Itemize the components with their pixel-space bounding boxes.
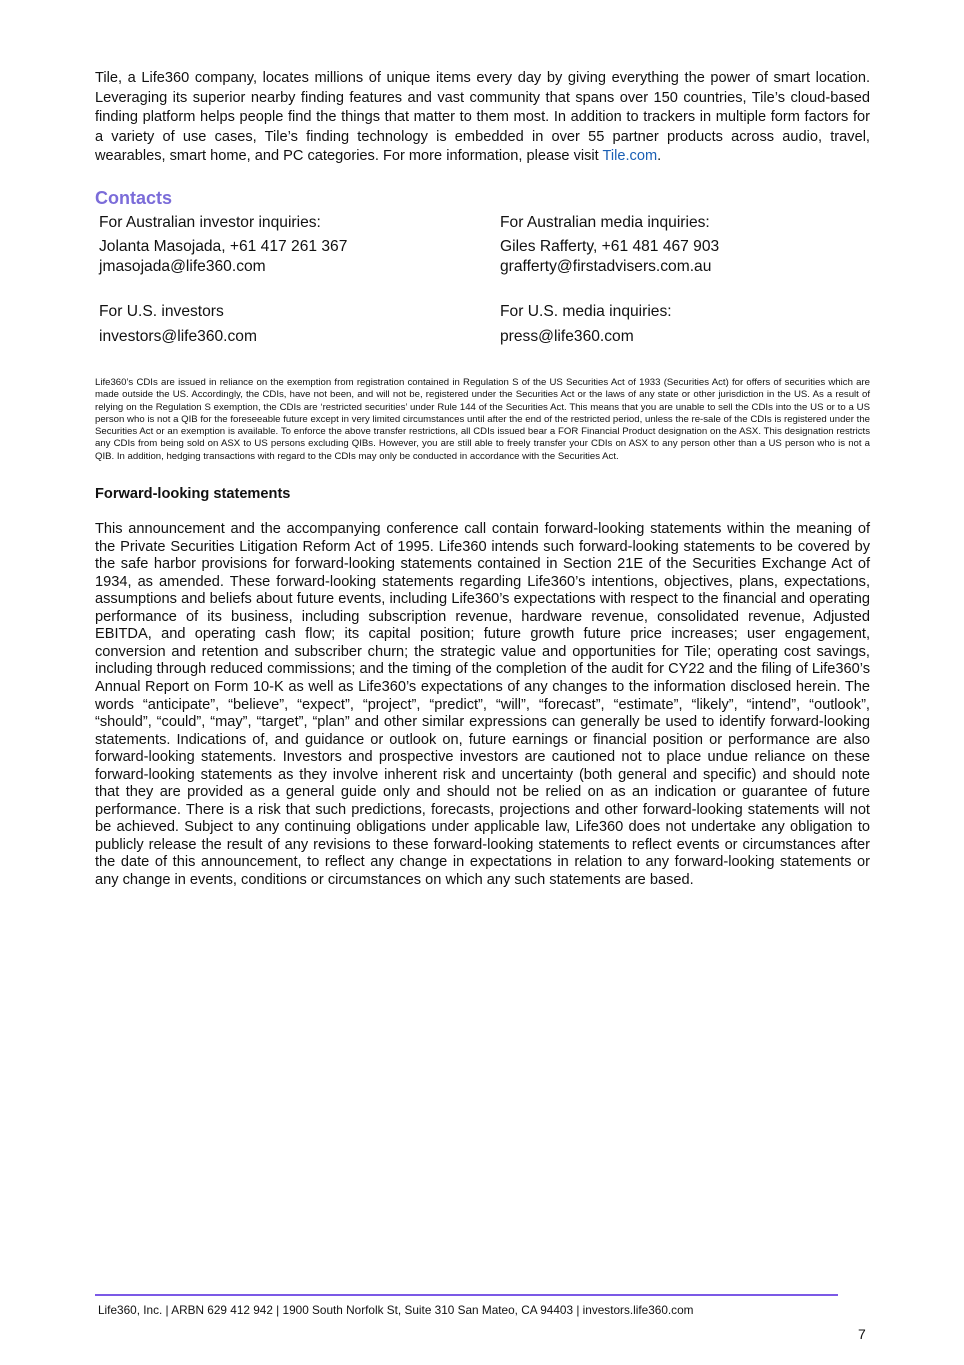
- contacts-grid: [95, 213, 870, 353]
- us-investor-label: For U.S. investors: [99, 302, 224, 320]
- us-media-email[interactable]: press@life360.com: [500, 327, 634, 345]
- au-media-name: Giles Rafferty, +61 481 467 903: [500, 237, 720, 255]
- au-media-email[interactable]: grafferty@firstadvisers.com.au: [500, 257, 712, 275]
- au-media-label: For Australian media inquiries:: [500, 213, 710, 231]
- tile-link[interactable]: Tile.com: [602, 148, 658, 165]
- forward-looking-body: This announcement and the accompanying conference call contain forward-looking statements within the meaning of the Private Securities Litigation Reform Act of 1995. Life360 intends such forward-looking statements to be covered by the safe harbor provisions for forward-looking statements contained in Section 21E of the Securities Exchange Act of 1934, as amended. These forward-looking statements regarding Life360’s intentions, objectives, plans, expectations, assumptions and beliefs about future events, including Life360’s expectations with respect to the financial and operating performance of its business, including subscription revenue, hardware revenue, consolidated revenue, Adjusted EBITDA, and operating cash flow; its capital position; future growth future price increases; user engagement, conversion and retention and subscriber churn; the strategic value and opportunities for Tile; operating cost savings, including through reduced commissions; and the timing of the completion of the audit for CY22 and the filing of Life360’s Annual Report on Form 10-K as well as Life360’s expectations of any changes to the information disclosed herein. The words “anticipate”, “believe”, “expect”, “project”, “predict”, “will”, “forecast”, “estimate”, “likely”, “intend”, “outlook”, “should”, “could”, “may”, “target”, “plan” and other similar expressions can generally be used to identify forward-looking statements. Indications of, and guidance or outlook on, future earnings or financial position or performance are also forward-looking statements. Investors and prospective investors are cautioned not to place undue reliance on these forward-looking statements as they involve inherent risk and uncertainty (both general and specific) and should note that they are provided as a general guide only and should not be relied on as an indication or guarantee of future performance. There is a risk that such predictions, forecasts, projections and other forward-looking statements will not be achieved. Subject to any continuing obligations under applicable law, Life360 does not undertake any obligation to publicly release the result of any revisions to these forward-looking statements to reflect events or circumstances after the date of this announcement, to reflect any change in expectations in relation to any forward-looking statements or any change in events, conditions or circumstances on which any such statements are based.: [95, 521, 870, 888]
- intro-end: .: [657, 148, 662, 165]
- us-investor-email[interactable]: investors@life360.com: [99, 327, 257, 345]
- footer-divider: [95, 1294, 838, 1296]
- footer-text: Life360, Inc. | ARBN 629 412 942 | 1900 South Norfolk St, Suite 310 San Mateo, CA 94403 | investors.life360.com: [98, 1303, 694, 1317]
- contacts-heading: Contacts: [95, 187, 173, 208]
- page-number: 7: [858, 1326, 866, 1342]
- us-media-label: For U.S. media inquiries:: [500, 302, 672, 320]
- au-investor-label: For Australian investor inquiries:: [99, 213, 321, 231]
- au-investor-name: Jolanta Masojada, +61 417 261 367: [99, 237, 348, 255]
- au-investor-email[interactable]: jmasojada@life360.com: [99, 257, 266, 275]
- intro-paragraph: [95, 69, 870, 167]
- document-page: [95, 69, 870, 890]
- intro-text: Tile, a Life360 company, locates millions of unique items every day by giving everything the power of smart location. Leveraging its superior nearby finding features and vast community that spans over 150 countries, Tile’s cloud-based finding platform helps people find the things that matter to them most. In addition to trackers in multiple form factors for a variety of use cases, Tile’s finding technology is embedded in over 55 partner products across audio, travel, wearables, smart home, and PC categories. For more information, please visit: [95, 70, 870, 165]
- forward-looking-heading: Forward-looking statements: [95, 486, 291, 503]
- cdi-disclaimer: Life360’s CDIs are issued in reliance on the exemption from registration contained in Regulation S of the US Securities Act of 1933 (Securities Act) for offers of securities which are made outside the US. Accordingly, the CDIs, have not been, and will not be, registered under the Securities Act or the laws of any state or other jurisdiction in the US. As a result of relying on the Regulation S exemption, the CDIs are ‘restricted securities’ under Rule 144 of the Securities Act. This means that you are unable to sell the CDIs into the US or to a US person who is not a QIB for the foreseeable future except in very limited circumstances until after the end of the restricted period, unless the re-sale of the CDIs is registered under the Securities Act or an exemption is available. To enforce the above transfer restrictions, all CDIs issued bear a FOR Financial Product designation on the ASX. This designation restricts any CDIs from being sold on ASX to US persons excluding QIBs. However, you are still able to freely transfer your CDIs on ASX to any person other than a US person who is not a QIB. In addition, hedging transactions with regard to the CDIs may only be conducted in accordance with the Securities Act.: [95, 376, 870, 462]
